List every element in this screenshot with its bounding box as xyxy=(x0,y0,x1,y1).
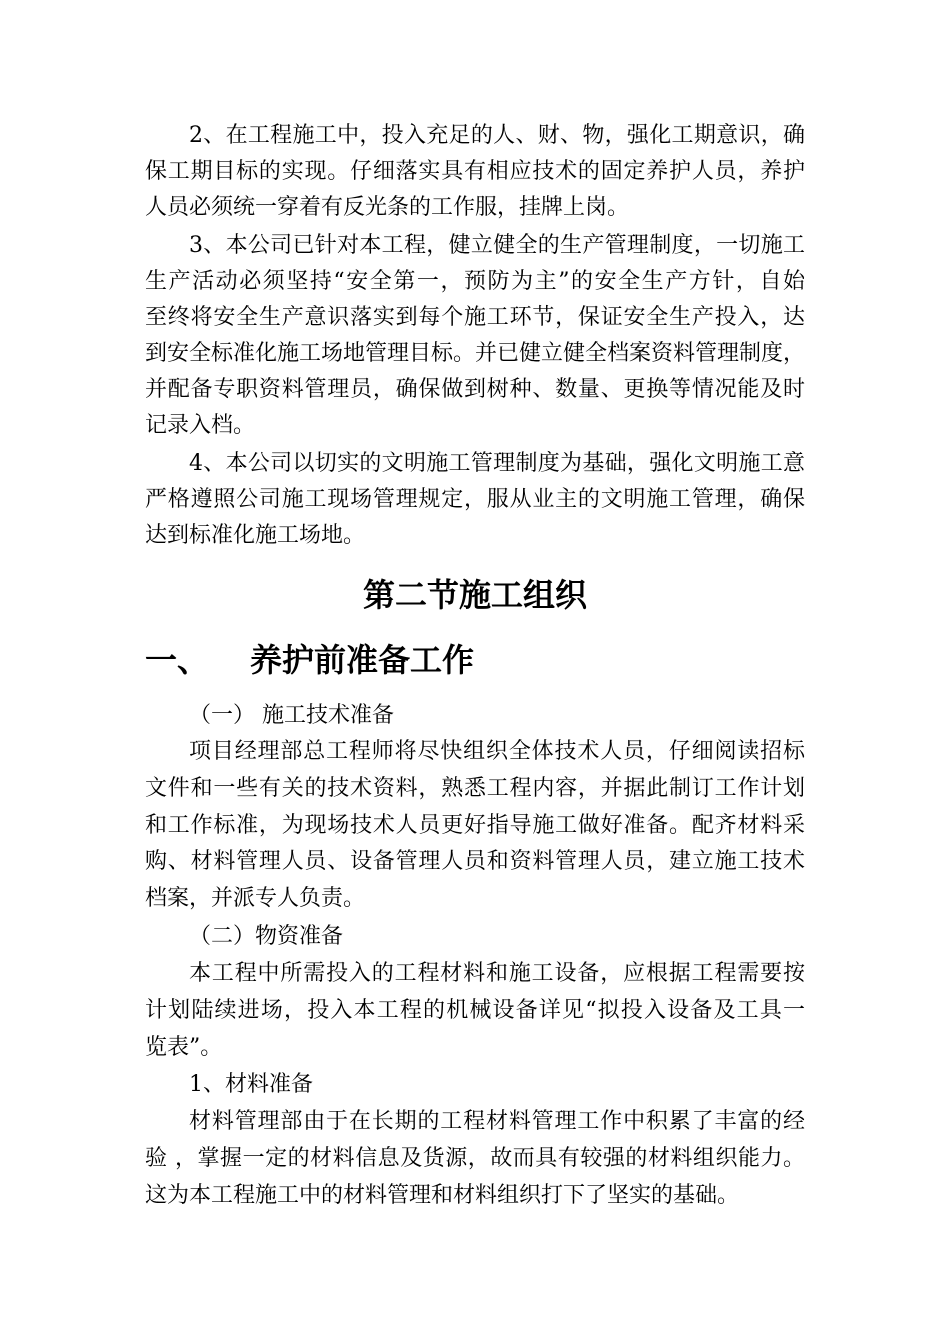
paragraph-2-line-1: 2、在工程施工中，投入充足的人、财、物，强化工期意识，确 xyxy=(189,123,805,148)
paragraph-3-line-3: 至终将安全生产意识落实到每个施工环节，保证安全生产投入，达 xyxy=(145,305,805,330)
subsection-1-line-2: 文件和一些有关的技术资料，熟悉工程内容，并据此制订工作计划 xyxy=(145,776,805,801)
paragraph-3-line-2: 生产活动必须坚持“安全第一，预防为主”的安全生产方针，自始 xyxy=(145,269,805,294)
subsection-2-line-3: 览表”。 xyxy=(145,1035,223,1060)
paragraph-3-line-4: 到安全标准化施工场地管理目标。并已健立健全档案资料管理制度， xyxy=(145,341,806,366)
paragraph-4-line-2: 严格遵照公司施工现场管理规定，服从业主的文明施工管理，确保 xyxy=(145,487,805,512)
item-1-line-2: 验 ，掌握一定的材料信息及货源，故而具有较强的材料组织能力。 xyxy=(145,1146,805,1171)
paragraph-3-line-1: 3、本公司已针对本工程，健立健全的生产管理制度，一切施工 xyxy=(189,233,805,258)
subsection-1-line-1: 项目经理部总工程师将尽快组织全体技术人员，仔细阅读招标 xyxy=(189,739,805,764)
paragraph-4-line-3: 达到标准化施工场地。 xyxy=(145,523,366,548)
subsection-1-line-3: 和工作标准，为现场技术人员更好指导施工做好准备。配齐材料采 xyxy=(145,813,805,838)
paragraph-3-line-6: 记录入档。 xyxy=(145,413,256,438)
subsection-1-line-4: 购、材料管理人员、设备管理人员和资料管理人员，建立施工技术 xyxy=(145,849,805,874)
paragraph-2-line-2: 保工期目标的实现。仔细落实具有相应技术的固定养护人员，养护 xyxy=(145,159,805,184)
item-1-line-1: 材料管理部由于在长期的工程材料管理工作中积累了丰富的经 xyxy=(189,1109,805,1134)
subsection-2-line-2: 计划陆续进场，投入本工程的机械设备详见“拟投入设备及工具一 xyxy=(145,998,805,1023)
heading-1 xyxy=(145,640,474,680)
item-1-line-3: 这为本工程施工中的材料管理和材料组织打下了坚实的基础。 xyxy=(145,1183,740,1208)
subsection-1-title: （一） 施工技术准备 xyxy=(189,703,394,728)
heading-1-number: 一、 xyxy=(145,641,210,679)
subsection-1-line-5: 档案，并派专人负责。 xyxy=(145,886,366,911)
subsection-2-line-1: 本工程中所需投入的工程材料和施工设备，应根据工程需要按 xyxy=(189,961,805,986)
item-1-title: 1、材料准备 xyxy=(189,1072,313,1097)
paragraph-3-line-5: 并配备专职资料管理员，确保做到树种、数量、更换等情况能及时 xyxy=(145,377,805,402)
paragraph-4-line-1: 4、本公司以切实的文明施工管理制度为基础，强化文明施工意 xyxy=(189,451,805,476)
paragraph-2-line-3: 人员必须统一穿着有反光条的工作服，挂牌上岗。 xyxy=(145,195,630,220)
subsection-2-title: （二）物资准备 xyxy=(189,924,344,949)
heading-1-text: 养护前准备工作 xyxy=(250,641,475,679)
section-title: 第二节施工组织 xyxy=(362,576,587,614)
